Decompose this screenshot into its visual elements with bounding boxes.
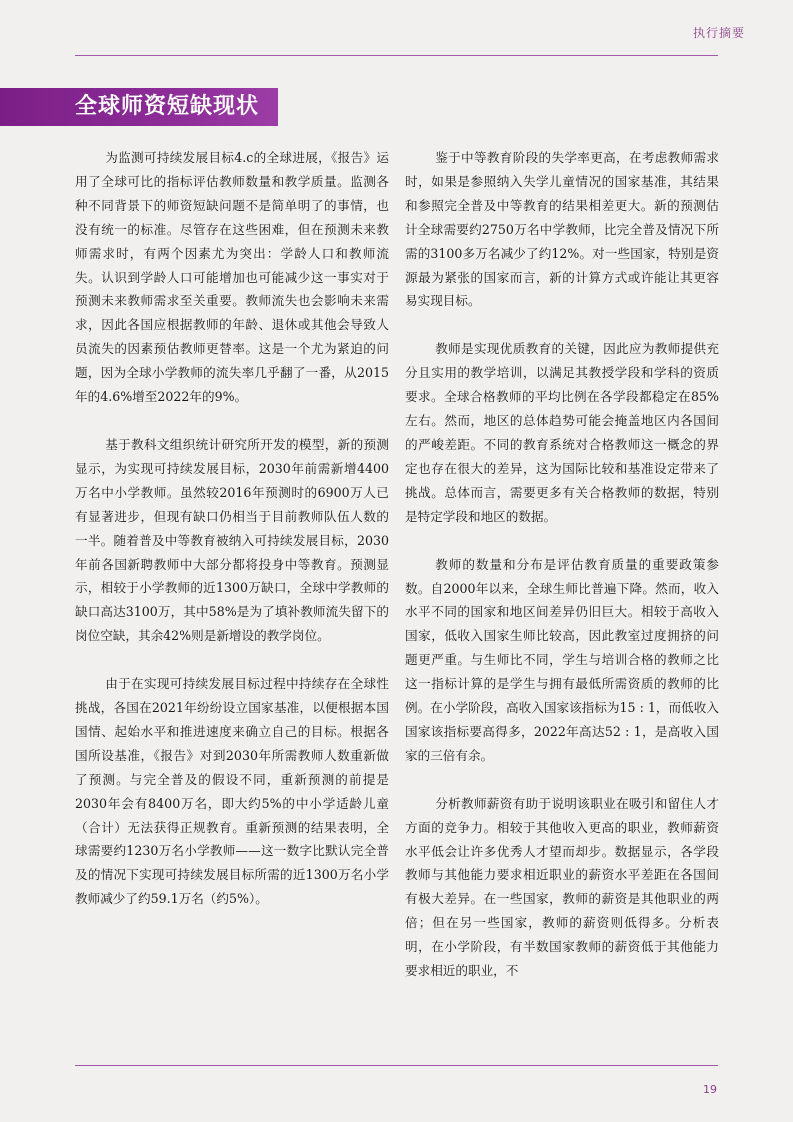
paragraph: 分析教师薪资有助于说明该职业在吸引和留住人才方面的竞争力。相较于其他收入更高的职业，教师薪资水平低会让许多优秀人才望而却步。数据显示，各学段教师与其他能力要求相近职业的薪资水平差距在各国间有极大差异。在一些国家，教师的薪资是其他职业的两倍；但在另一些国家，教师的薪资则低得多。分析表明，在小学阶段，有半数国家教师的薪资低于其他能力要求相近的职业，不 <box>405 795 719 979</box>
paragraph: 基于教科文组织统计研究所开发的模型，新的预测显示，为实现可持续发展目标，2030年前需新增4400万名中小学教师。虽然较2016年预测时的6900万人已有显著进步，但现有缺口仍相当于目前教师队伍人数的一半。随着普及中等教育被纳入可持续发展目标，2030年前各国新聘教师中大部分都将投身中等教育。预测显示，相较于小学教师的近1300万缺口，全球中学教师的缺口高达3100万，其中58%是为了填补教师流失留下的岗位空缺，其余42%则是新增设的教学岗位。 <box>75 436 389 644</box>
left-column <box>75 146 389 935</box>
paragraph: 鉴于中等教育阶段的失学率更高，在考虑教师需求时，如果是参照纳入失学儿童情况的国家基准，其结果和参照完全普及中等教育的结果相差更大。新的预测估计全球需要约2750万名中学教师，比完全普及情况下所需的3100多万名减少了约12%。对一些国家，特别是资源最为紧张的国家而言，新的计算方式或许能让其更容易实现目标。 <box>405 150 719 309</box>
section-label: 执行摘要 <box>692 26 745 40</box>
paragraph: 教师是实现优质教育的关键，因此应为教师提供充分且实用的教学培训，以满足其教授学段和学科的资质要求。全球合格教师的平均比例在各学段都稳定在85%左右。然而，地区的总体趋势可能会掩盖地区内各国间的严峻差距。不同的教育系统对合格教师这一概念的界定也存在很大的差异，这为国际比较和基准设定带来了挑战。总体而言，需要更多有关合格教师的数据，特别是特定学段和地区的数据。 <box>405 341 719 524</box>
page-number: 19 <box>703 1083 717 1096</box>
title-banner <box>0 88 278 126</box>
footer-rule <box>75 1065 718 1066</box>
header-rule <box>75 55 718 56</box>
section-title: 全球师资短缺现状 <box>75 94 260 119</box>
right-column <box>405 146 719 1007</box>
paragraph: 为监测可持续发展目标4.c的全球进展，《报告》运用了全球可比的指标评估教师数量和教学质量。监测各种不同背景下的师资短缺问题不是简单明了的事情，也没有统一的标准。尽管存在这些困难，但在预测未来教师需求时，有两个因素尤为突出：学龄人口和教师流失。认识到学龄人口可能增加也可能减少这一事实对于预测未来教师需求至关重要。教师流失也会影响未来需求，因此各国应根据教师的年龄、退休或其他会导致人员流失的因素预估教师更替率。这是一个尤为紧迫的问题，因为全球小学教师的流失率几乎翻了一番，从2015年的4.6%增至2022年的9%。 <box>75 150 389 405</box>
paragraph: 教师的数量和分布是评估教育质量的重要政策参数。自2000年以来，全球生师比普遍下降。然而，收入水平不同的国家和地区间差异仍旧巨大。相较于高收入国家，低收入国家生师比较高，因此教室过度拥挤的问题更严重。与生师比不同，学生与培训合格的教师之比这一指标计算的是学生与拥有最低所需资质的教师的比例。在小学阶段，高收入国家该指标为15 : 1，而低收入国家该指标要高得多，2022年高达52 : 1，是高收入国家的三倍有余。 <box>405 556 719 763</box>
paragraph: 由于在实现可持续发展目标过程中持续存在全球性挑战，各国在2021年纷纷设立国家基准，以便根据本国国情、起始水平和推进速度来确立自己的目标。根据各国所设基准，《报告》对到2030年所需教师人数重新做了预测。与完全普及的假设不同，重新预测的前提是2030年会有8400万名，即大约5%的中小学适龄儿童（合计）无法获得正规教育。重新预测的结果表明，全球需要约1230万名小学教师——这一数字比默认完全普及的情况下实现可持续发展目标所需的近1300万名小学教师减少了约59.1万名（约5%）。 <box>75 676 389 907</box>
